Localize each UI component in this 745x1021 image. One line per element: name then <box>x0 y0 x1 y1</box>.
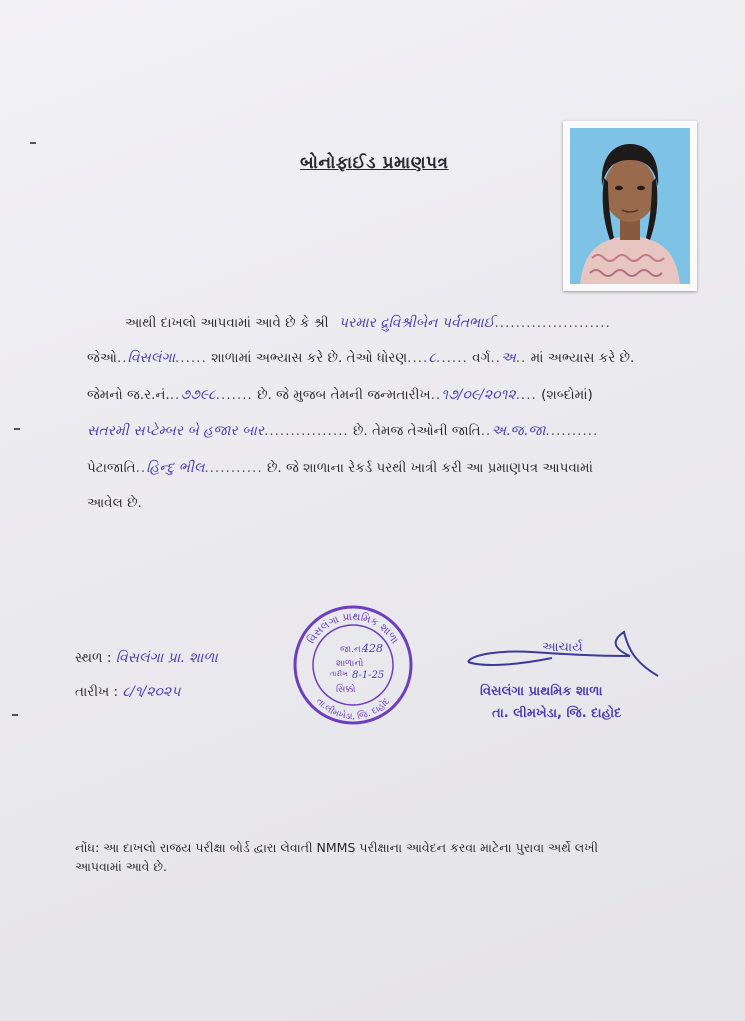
standard: ૮ <box>428 350 437 366</box>
svg-text:તા.લીમખેડા, જિ. દાહોદ <box>314 697 392 723</box>
gr-number: ૭૭૯૮ <box>180 387 216 403</box>
place-value: વિસલંગા પ્રા. શાળા <box>115 650 218 666</box>
signature-scribble <box>462 626 672 686</box>
date-label: તારીખ : <box>75 684 119 700</box>
school-short: વિસલંગા <box>127 350 176 366</box>
line5-prefix: પેટાજાતિ <box>87 460 136 476</box>
student-photo <box>563 121 697 291</box>
line2-suffix: માં અભ્યાસ કરે છે. <box>530 350 635 366</box>
line5-suffix: છે. જે શાળાના રેકર્ડ પરથી ખાત્રી કરી આ પ્રમાણપત્ર આપવામાં <box>266 460 593 476</box>
date-of-birth: ૧૭/૦૯/૨૦૧૨ <box>441 387 516 403</box>
body-line-3: જેમનો જ.ર.નં...૭૭૯૮....... છે. જે મુજબ તેમની જન્મતારીખ..૧૭/૦૯/૨૦૧૨.... (શબ્દોમાં) <box>87 387 593 403</box>
line3-mid: છે. જે મુજબ તેમની જન્મતારીખ <box>257 387 431 403</box>
line3-prefix: જેમનો જ.ર.નં. <box>87 387 170 403</box>
place-row <box>75 650 218 666</box>
margin-mark <box>14 428 20 430</box>
line3-suffix: (શબ્દોમાં) <box>541 387 593 403</box>
stamp-top-text: વિસલંગા પ્રાથમિક શાળા <box>305 610 401 646</box>
stamp-inward-label: જા.ન. <box>340 645 364 655</box>
caste: અ.જ.જા <box>491 423 546 439</box>
signature-title: આચાર્ય <box>542 640 583 655</box>
date-row <box>75 684 180 700</box>
stamp-center2: સિક્કો <box>336 685 356 695</box>
body-line-6: આવેલ છે. <box>87 495 142 511</box>
stamp-date-label: તારીખ <box>330 670 348 678</box>
line4-mid: છે. તેમજ તેઓની જાતિ <box>353 423 481 439</box>
margin-mark <box>30 142 36 144</box>
dob-words: સતરમી સપ્ટેમ્બર બે હજાર બાર <box>87 423 265 439</box>
signature-address: તા. લીમખેડા, જિ. દાહોદ <box>492 706 622 721</box>
intro-text: આથી દાખલો આપવામાં આવે છે કે શ્રી <box>125 315 329 331</box>
class-label: વર્ગ <box>472 350 491 366</box>
place-label: સ્થળ : <box>75 650 112 666</box>
body-line-4: સતરમી સપ્ટેમ્બર બે હજાર બાર................ છે. તેમજ તેઓની જાતિ..અ.જ.જા.......... <box>87 423 599 439</box>
student-name: પરમાર દ્રુવિશ્રીબેન પર્વતભાઈ <box>338 315 495 331</box>
stamp-bottom-text: તા.લીમખેડા, જિ. દાહોદ <box>313 696 393 723</box>
note-line-2: આપવામાં આવે છે. <box>75 859 168 874</box>
subcaste: હિન્દુ ભીલ <box>146 460 205 476</box>
body-line-2: જેઓ..વિસલંગા...... શાળામાં અભ્યાસ કરે છે. તેઓ ધોરણ....૮...... વર્ગ..અ.. માં અભ્યાસ કરે છે. <box>87 350 635 366</box>
division: અ <box>500 350 516 366</box>
stamp-inward-no: 428 <box>362 642 383 655</box>
margin-mark <box>12 714 18 716</box>
signature-school: વિસલંગા પ્રાથમિક શાળા <box>480 684 603 699</box>
stamp-date: 8-1-25 <box>352 670 385 681</box>
principal-signature <box>462 626 672 721</box>
line2-mid: શાળામાં અભ્યાસ કરે છે. તેઓ ધોરણ <box>211 350 408 366</box>
body-line-5: પેટાજાતિ..હિન્દુ ભીલ........... છે. જે શાળાના રેકર્ડ પરથી ખાત્રી કરી આ પ્રમાણપત્ર આપવામાં <box>87 460 593 476</box>
school-stamp <box>290 602 416 732</box>
date-value: ૮/૧/૨૦૨૫ <box>122 684 181 700</box>
line2-prefix: જેઓ <box>87 350 117 366</box>
body-line-1: આથી દાખલો આપવામાં આવે છે કે શ્રી પરમાર દ્રુવિશ્રીબેન પર્વતભાઈ...................... <box>125 315 611 331</box>
stamp-center: શાળાનો <box>336 659 364 669</box>
certificate-title: બોનોફાઈડ પ્રમાણપત્ર <box>300 153 449 173</box>
note-line-1: નોંધ: આ દાખલો રાજય પરીક્ષા બોર્ડ દ્વારા લેવાતી NMMS પરીક્ષાના આવેદન કરવા માટેના પુરાવા અર્થે લખી <box>75 840 599 855</box>
